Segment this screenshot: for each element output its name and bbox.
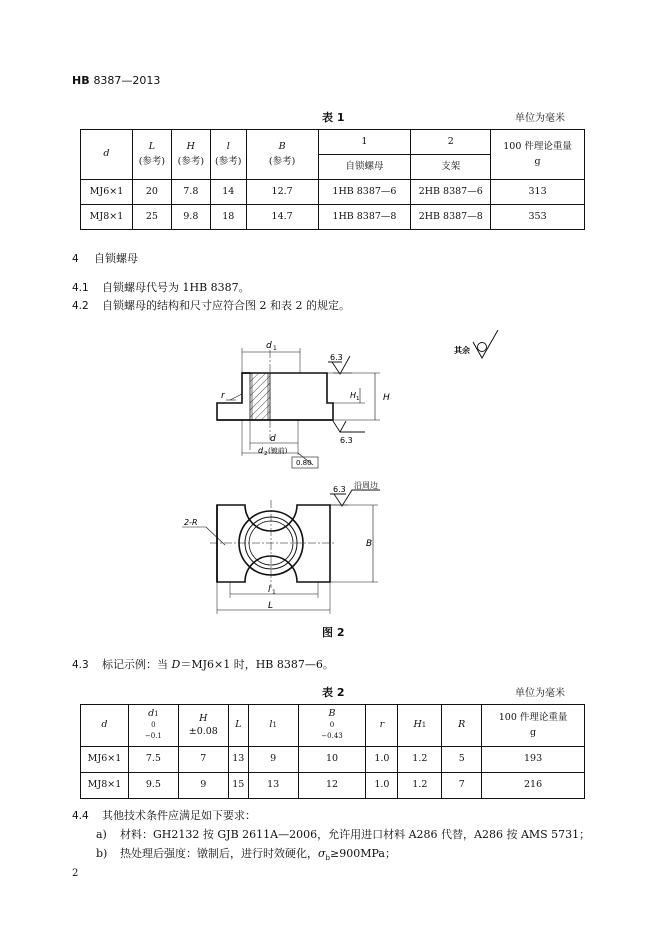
page-number: 2: [72, 868, 79, 879]
t1-head-d: d: [81, 130, 133, 180]
clause-4-4: 4.4 其他技术条件应满足如下要求：: [72, 809, 256, 822]
svg-text:d: d: [266, 341, 272, 351]
t1-head-B: B (参考): [246, 130, 318, 180]
clause-4-3: 4.3 标记示例：当 D＝MJ6×1 时，HB 8387—6。: [72, 658, 334, 671]
svg-text:r: r: [221, 391, 225, 401]
standard-header: [72, 74, 160, 87]
clause-4-2: 4.2 自锁螺母的结构和尺寸应符合图 2 和表 2 的规定。: [72, 299, 350, 312]
t1-head-bracket: 支架: [411, 155, 491, 180]
figure-2-caption: 图 2: [322, 626, 345, 639]
table-row: MJ6×1 20 7.8 14 12.7 1HB 8387—6 2HB 8387—6 313: [81, 180, 585, 205]
svg-text:2-R: 2-R: [184, 518, 198, 527]
t2-head-r: r: [366, 705, 398, 747]
svg-text:其余: 其余: [454, 346, 470, 355]
top-view-labels: [184, 480, 378, 611]
svg-text:2: 2: [264, 451, 268, 457]
nut-side-view: [217, 348, 380, 468]
standard-code: 8387—2013: [93, 74, 161, 87]
table2-caption: 表 2: [322, 686, 345, 699]
t1-head-L: L (参考): [132, 130, 171, 180]
svg-text:6.3: 6.3: [330, 353, 343, 362]
t2-head-R: R: [442, 705, 482, 747]
svg-text:L: L: [268, 601, 274, 611]
svg-text:B: B: [366, 539, 373, 549]
list-item: b) 热处理后强度：镦制后，进行时效硬化，$\sigma_b\ge 900MPa$；: [96, 847, 396, 863]
t2-head-d: d: [81, 705, 129, 747]
svg-text:1: 1: [272, 589, 276, 596]
clause-4-1: 4.1 自锁螺母代号为 1HB 8387。: [72, 281, 250, 294]
svg-text:6.3: 6.3: [333, 485, 346, 494]
t2-head-B: B 0 −0.43: [298, 705, 366, 747]
table2-unit: 单位为毫米: [515, 688, 565, 699]
standard-prefix: HB: [72, 74, 90, 87]
svg-text:1: 1: [356, 396, 360, 402]
svg-text:l: l: [268, 585, 271, 595]
svg-text:H: H: [350, 391, 357, 400]
t2-head-H1: H1: [398, 705, 442, 747]
svg-text:(镀前): (镀前): [268, 447, 288, 455]
t2-head-d1: d1 0 −0.1: [128, 705, 178, 747]
rest-roughness-symbol: [454, 330, 498, 358]
t1-head-1: 1: [318, 130, 411, 155]
t1-head-H: H (参考): [171, 130, 210, 180]
table2: [80, 704, 585, 799]
table1: [80, 129, 585, 230]
svg-text:1: 1: [273, 345, 277, 352]
section-heading: 4 自锁螺母: [72, 252, 138, 265]
svg-text:H: H: [383, 393, 390, 403]
nut-top-view: [182, 490, 380, 614]
t1-head-2: 2: [411, 130, 491, 155]
svg-text:6.3: 6.3: [340, 436, 353, 445]
svg-text:d: d: [270, 434, 276, 444]
table-row: MJ6×1 7.5 7 13 9 10 1.0 1.2 5 193: [81, 747, 585, 773]
table-row: MJ8×1 25 9.8 18 14.7 1HB 8387—8 2HB 8387—8 353: [81, 205, 585, 230]
t1-head-weight: 100 件理论重量 g: [491, 130, 585, 180]
svg-text:沿周边: 沿周边: [354, 481, 378, 490]
t2-head-weight: 100 件理论重量 g: [482, 705, 585, 747]
side-view-labels: [221, 341, 390, 467]
table1-unit: 单位为毫米: [515, 113, 565, 124]
list-item: a) 材料：GH2132 按 GJB 2611A—2006，允许用进口材料 A286 代替，A286 按 AMS 5731；: [96, 828, 591, 841]
t2-head-l1: l1: [248, 705, 298, 747]
table-row: MJ8×1 9.5 9 15 13 12 1.0 1.2 7 216: [81, 773, 585, 799]
svg-text:0.80: 0.80: [296, 459, 312, 467]
t1-head-nut: 自锁螺母: [318, 155, 411, 180]
figure-2-drawing: [170, 320, 530, 625]
t2-head-L: L: [228, 705, 248, 747]
svg-text:d: d: [258, 446, 264, 455]
table1-caption: 表 1: [322, 111, 345, 124]
t2-head-H: H ±0.08: [178, 705, 228, 747]
t1-head-l: l (参考): [210, 130, 246, 180]
